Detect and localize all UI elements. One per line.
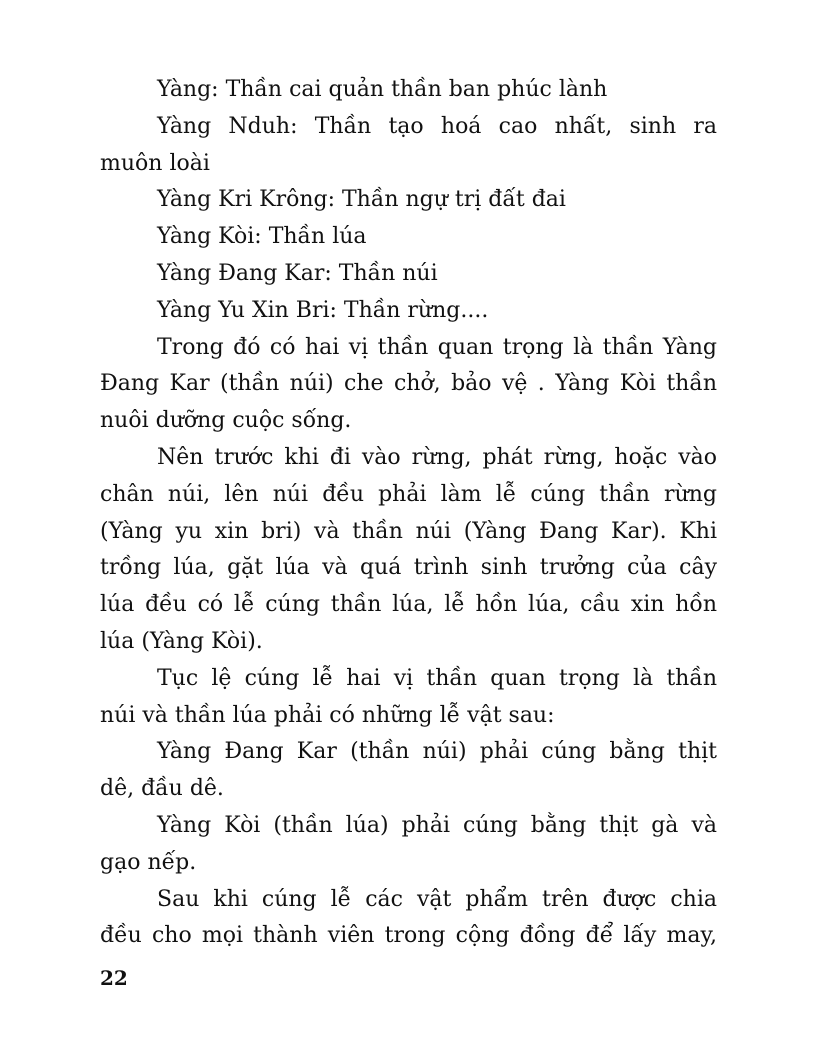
text-line: đều cho mọi thành viên trong cộng đồng để lấy may, <box>100 923 717 949</box>
text-line: (Yàng yu xin bri) và thần núi (Yàng Đang Kar). Khi <box>100 518 717 544</box>
text-line: Yàng Yu Xin Bri: Thần rừng.... <box>157 297 489 323</box>
body-text <box>100 72 717 955</box>
text-line: Tục lệ cúng lễ hai vị thần quan trọng là thần <box>157 665 717 691</box>
text-line: dê, đầu dê. <box>100 776 224 802</box>
text-line: Yàng Đang Kar (thần núi) phải cúng bằng thịt <box>157 739 717 765</box>
text-line: muôn loài <box>100 150 210 176</box>
text-line: Yàng: Thần cai quản thần ban phúc lành <box>157 77 608 102</box>
text-line: Yàng Nduh: Thần tạo hoá cao nhất, sinh ra <box>157 113 717 139</box>
text-line: Yàng Kòi: Thần lúa <box>157 224 367 250</box>
text-line: Yàng Kòi (thần lúa) phải cúng bằng thịt gà và <box>157 812 717 838</box>
text-line: núi và thần lúa phải có những lễ vật sau: <box>100 702 555 728</box>
page-number: 22 <box>100 966 128 990</box>
text-line: gạo nếp. <box>100 849 197 875</box>
text-line: Sau khi cúng lễ các vật phẩm trên được chia <box>157 886 717 912</box>
text-line: chân núi, lên núi đều phải làm lễ cúng thần rừng <box>100 481 717 507</box>
text-line: Đang Kar (thần núi) che chở, bảo vệ . Yàng Kòi thần <box>100 371 717 397</box>
text-line: Yàng Đang Kar: Thần núi <box>157 260 438 286</box>
text-line: trồng lúa, gặt lúa và quá trình sinh trưởng của cây <box>100 555 717 581</box>
text-line: lúa đều có lễ cúng thần lúa, lễ hồn lúa, cầu xin hồn <box>100 592 717 618</box>
text-line: nuôi dưỡng cuộc sống. <box>100 408 352 434</box>
text-line: Yàng Kri Krông: Thần ngự trị đất đai <box>157 187 566 213</box>
text-line: Trong đó có hai vị thần quan trọng là thần Yàng <box>157 334 717 360</box>
text-line: Nên trước khi đi vào rừng, phát rừng, hoặc vào <box>157 444 717 470</box>
text-line: lúa (Yàng Kòi). <box>100 628 263 654</box>
